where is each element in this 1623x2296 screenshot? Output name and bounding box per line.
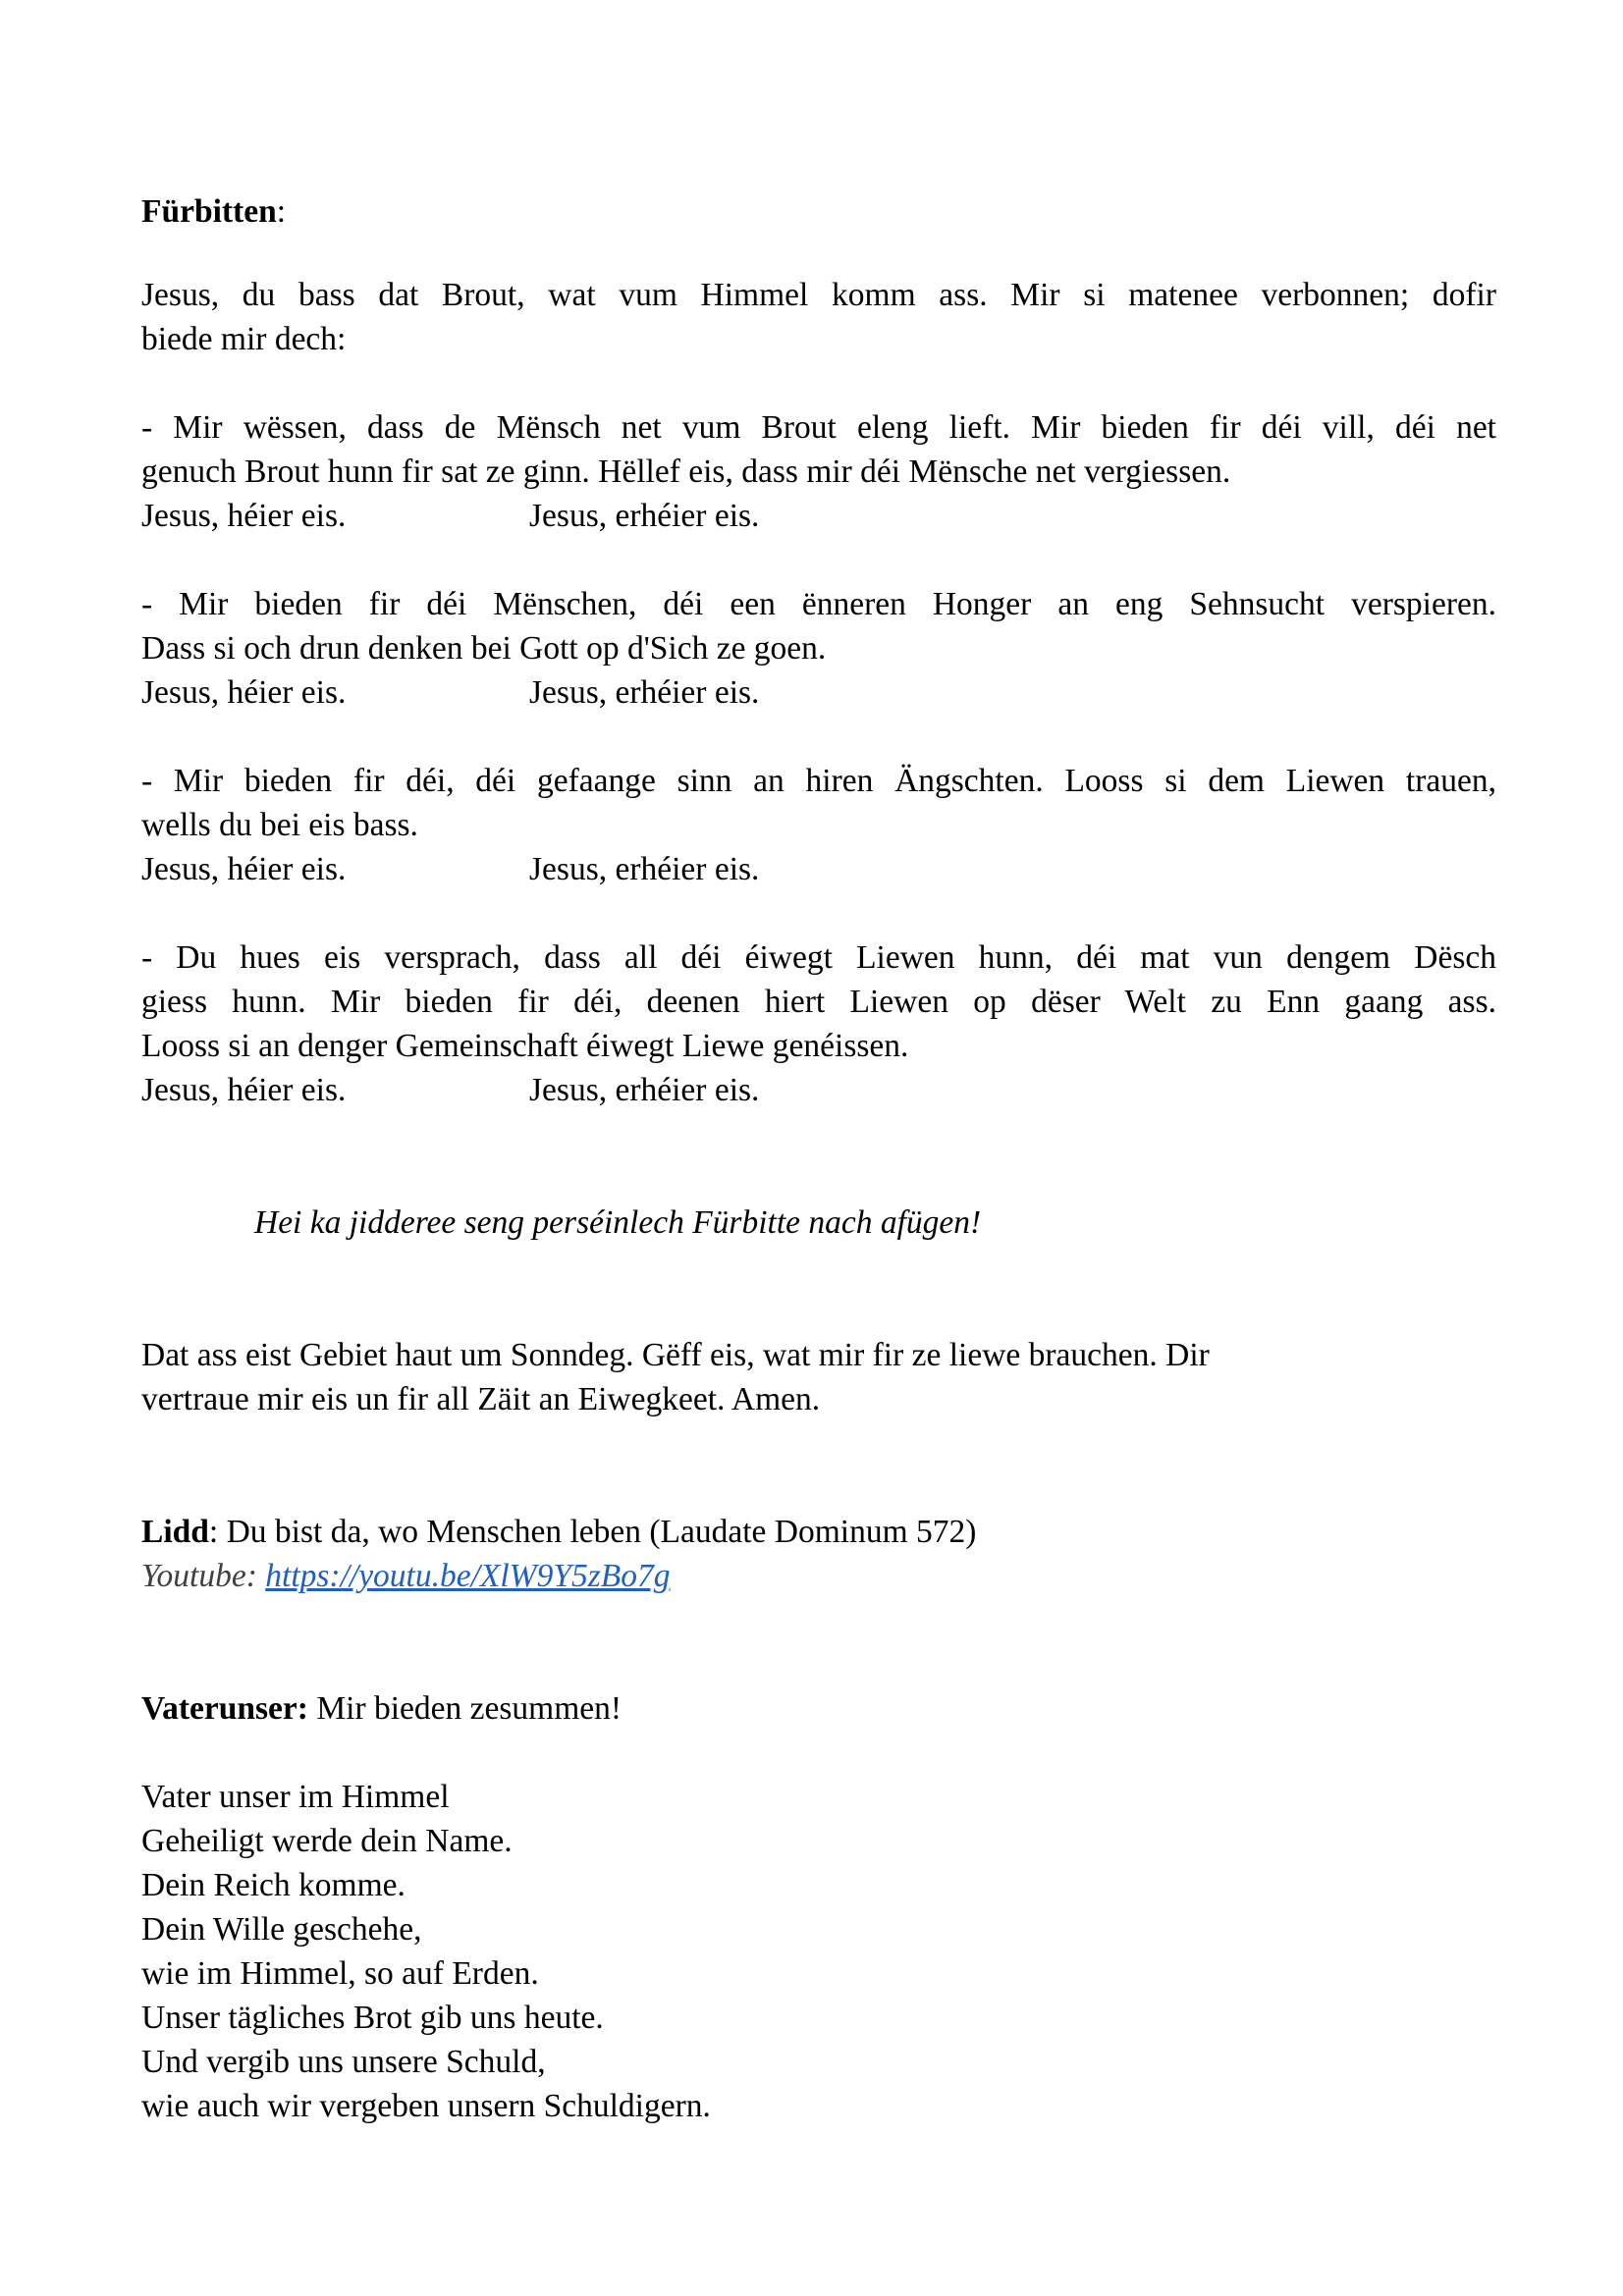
intro-line: biede mir dech:: [141, 321, 347, 357]
petition-response: Jesus, erhéier eis.: [529, 851, 760, 887]
petition-line: giess hunn. Mir bieden fir déi, deenen hiert Liewen op dëser Welt zu Enn gaang ass.: [141, 984, 1496, 1020]
petition-line: - Du hues eis versprach, dass all déi éiwegt Liewen hunn, déi mat vun dengem Dësch: [141, 939, 1496, 976]
closing-prayer: [141, 1333, 1496, 1421]
prayer-line: Dein Wille geschehe,: [141, 1911, 422, 1948]
prayer-line: Geheiligt werde dein Name.: [141, 1823, 513, 1859]
petition-response-row: [141, 1068, 1496, 1112]
petition-line: wells du bei eis bass.: [141, 807, 418, 843]
petition-line: - Mir wëssen, dass de Mënsch net vum Brout eleng lieft. Mir bieden fir déi vill, déi net: [141, 409, 1496, 446]
petition-line: - Mir bieden fir déi Mënschen, déi een ënneren Honger an eng Sehnsucht verspieren.: [141, 586, 1496, 622]
personal-note: Hei ka jidderee seng perséinlech Fürbitte nach afügen!: [254, 1204, 982, 1241]
lidd-block: [141, 1510, 1496, 1598]
petition-line: - Mir bieden fir déi, déi gefaange sinn an hiren Ängschten. Looss si dem Liewen trauen,: [141, 763, 1496, 799]
youtube-link[interactable]: https://youtu.be/XlW9Y5zBo7g: [265, 1558, 671, 1594]
petition-call: Jesus, héier eis.: [141, 1072, 347, 1108]
petition-line: Dass si och drun denken bei Gott op d'Sich ze goen.: [141, 630, 827, 667]
lidd-label: Lidd: [141, 1514, 209, 1550]
lidd-label-colon: :: [208, 1514, 219, 1550]
petition-response-row: [141, 670, 1496, 715]
prayer-line: wie auch wir vergeben unsern Schuldigern.: [141, 2088, 711, 2124]
closing-line: Dat ass eist Gebiet haut um Sonndeg. Gëff eis, wat mir fir ze liewe brauchen. Dir: [141, 1337, 1210, 1373]
petition-1: [141, 405, 1496, 538]
prayer-line: Unser tägliches Brot gib uns heute.: [141, 2000, 604, 2036]
petition-response-row: [141, 494, 1496, 538]
furbitten-intro: [141, 273, 1496, 361]
petition-call: Jesus, héier eis.: [141, 498, 347, 534]
petition-4: [141, 935, 1496, 1112]
petition-response: Jesus, erhéier eis.: [529, 674, 760, 711]
petition-response-row: [141, 847, 1496, 891]
petition-call: Jesus, héier eis.: [141, 851, 347, 887]
vaterunser-heading-block: [141, 1686, 1496, 1731]
lidd-title: Du bist da, wo Menschen leben (Laudate Dominum 572): [218, 1514, 977, 1550]
petition-line: Looss si an denger Gemeinschaft éiwegt Liewe genéissen.: [141, 1028, 909, 1064]
vaterunser-prayer: [141, 1775, 1496, 2128]
youtube-label: Youtube:: [141, 1558, 266, 1594]
petition-response: Jesus, erhéier eis.: [529, 498, 760, 534]
furbitten-heading-block: [141, 189, 1496, 234]
prayer-line: Dein Reich komme.: [141, 1867, 406, 1903]
petition-3: [141, 759, 1496, 891]
prayer-line: Vater unser im Himmel: [141, 1779, 450, 1815]
vaterunser-subtitle: Mir bieden zesummen!: [307, 1690, 622, 1727]
prayer-line: Und vergib uns unsere Schuld,: [141, 2044, 546, 2080]
furbitten-heading: Fürbitten: [141, 193, 277, 230]
personal-note-block: [254, 1201, 1609, 1245]
prayer-line: wie im Himmel, so auf Erden.: [141, 1955, 539, 1992]
closing-line: vertraue mir eis un fir all Zäit an Eiwegkeet. Amen.: [141, 1381, 821, 1417]
petition-call: Jesus, héier eis.: [141, 674, 347, 711]
vaterunser-label: Vaterunser:: [141, 1690, 308, 1727]
furbitten-heading-colon: :: [276, 193, 287, 230]
petition-response: Jesus, erhéier eis.: [529, 1072, 760, 1108]
petition-line: genuch Brout hunn fir sat ze ginn. Hëllef eis, dass mir déi Mënsche net vergiessen.: [141, 454, 1231, 490]
petition-2: [141, 582, 1496, 715]
intro-line: Jesus, du bass dat Brout, wat vum Himmel komm ass. Mir si matenee verbonnen; dofir: [141, 277, 1496, 313]
